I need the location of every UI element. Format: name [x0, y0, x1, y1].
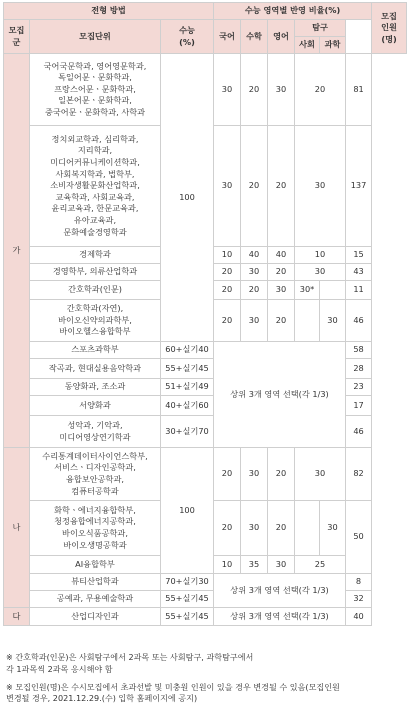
unit-cell: 간호학과(자연), 바이오신약의과학부, 바이오헬스융합학부: [30, 300, 161, 342]
unit-cell: 정치외교학과, 심리학과, 지리학과, 미디어커뮤니케이션학과, 사회복지학과, 법학부, 소비자생활문화산업학과, 교육학과, 사회교육과, 윤리교육과, 한문교육과, 유아교육과, 문화예술경영학과: [30, 126, 161, 247]
unit-cell: 경제학과: [30, 247, 161, 264]
inquiry-cell: 30: [295, 126, 346, 247]
unit-cell: 수리통계데이터사이언스학부, 서비스ㆍ디자인공학과, 융합보안공학과, 컴퓨터공학과: [30, 448, 161, 501]
social-cell-empty: [295, 501, 320, 556]
quota-cell: 8: [346, 574, 372, 591]
quota-cell: 46: [346, 416, 372, 448]
header-reflect-ratio: 수능 영역별 반영 비율(%): [214, 3, 372, 20]
unit-cell: 산업디자인과: [30, 608, 161, 626]
unit-cell: 스포츠과학부: [30, 342, 161, 359]
unit-cell: 성악과, 기악과, 미디어영상연기학과: [30, 416, 161, 448]
quota-cell: 82: [346, 448, 372, 501]
korean-cell: 20: [214, 501, 241, 556]
math-cell: 30: [241, 264, 268, 281]
footnotes: [6, 652, 406, 711]
korean-cell: 20: [214, 300, 241, 342]
quota-cell: 32: [346, 591, 372, 608]
english-cell: 20: [268, 264, 295, 281]
quota-cell: 40: [346, 608, 372, 626]
korean-cell: 30: [214, 126, 241, 247]
unit-cell: 경영학부, 의류산업학과: [30, 264, 161, 281]
science-cell: 30: [320, 501, 346, 556]
inquiry-cell: 20: [295, 54, 346, 126]
suneung-cell: 70+실기30: [161, 574, 214, 591]
unit-cell: 서양화과: [30, 396, 161, 416]
header-math: 수학: [241, 20, 268, 54]
korean-cell: 30: [214, 54, 241, 126]
unit-cell: 공예과, 무용예술학과: [30, 591, 161, 608]
quota-cell: 11: [346, 281, 372, 300]
math-cell: 30: [241, 300, 268, 342]
unit-cell: 간호학과(인문): [30, 281, 161, 300]
quota-cell: 137: [346, 126, 372, 247]
quota-cell: 15: [346, 247, 372, 264]
suneung-cell: 40+실기60: [161, 396, 214, 416]
header-unit: 모집단위: [30, 20, 161, 54]
quota-cell: 23: [346, 379, 372, 396]
top3-selection-cell: 상위 3개 영역 선택(각 1/3): [214, 342, 346, 448]
quota-cell: 46: [346, 300, 372, 342]
quota-cell: 43: [346, 264, 372, 281]
quota-cell: 50: [346, 501, 372, 574]
group-na: 나: [4, 448, 30, 608]
unit-cell: 작곡과, 현대실용음악학과: [30, 359, 161, 379]
english-cell: 20: [268, 300, 295, 342]
english-cell: 30: [268, 281, 295, 300]
korean-cell: 20: [214, 448, 241, 501]
korean-cell: 10: [214, 247, 241, 264]
suneung-cell: 100: [161, 448, 214, 574]
group-ga: 가: [4, 54, 30, 448]
korean-cell: 10: [214, 556, 241, 574]
social-cell-empty: [295, 300, 320, 342]
suneung-cell: 55+실기45: [161, 359, 214, 379]
suneung-cell: 60+실기40: [161, 342, 214, 359]
header-method: 전형 방법: [4, 3, 214, 20]
header-korean: 국어: [214, 20, 241, 54]
english-cell: 40: [268, 247, 295, 264]
unit-cell: AI융합학부: [30, 556, 161, 574]
suneung-cell: 55+실기45: [161, 591, 214, 608]
unit-cell: 뷰티산업학과: [30, 574, 161, 591]
unit-cell: 화학ㆍ에너지융합학부, 청정융합에너지공학과, 바이오식품공학과, 바이오생명공학과: [30, 501, 161, 556]
unit-cell: 동양화과, 조소과: [30, 379, 161, 396]
admission-table: [3, 2, 407, 626]
quota-cell: 28: [346, 359, 372, 379]
science-cell: 30: [320, 300, 346, 342]
english-cell: 20: [268, 501, 295, 556]
english-cell: 20: [268, 126, 295, 247]
math-cell: 30: [241, 448, 268, 501]
math-cell: 40: [241, 247, 268, 264]
group-da: 다: [4, 608, 30, 626]
suneung-cell: 30+실기70: [161, 416, 214, 448]
header-inquiry: 탐구: [295, 20, 346, 37]
math-cell: 20: [241, 54, 268, 126]
footnote-nursing: ※ 간호학과(인문)은 사회탐구에서 2과목 또는 사회탐구, 과학탐구에서 각 1과목씩 2과목 응시해야 함: [6, 652, 254, 674]
top3-selection-cell: 상위 3개 영역 선택(각 1/3): [214, 608, 346, 626]
suneung-cell: 51+실기49: [161, 379, 214, 396]
quota-cell: 81: [346, 54, 372, 126]
english-cell: 20: [268, 448, 295, 501]
english-cell: 30: [268, 556, 295, 574]
quota-cell: 17: [346, 396, 372, 416]
header-suneung: 수능 (%): [161, 20, 214, 54]
korean-cell: 20: [214, 264, 241, 281]
header-english: 영어: [268, 20, 295, 54]
inquiry-cell: 30: [295, 448, 346, 501]
korean-cell: 20: [214, 281, 241, 300]
suneung-cell: 55+실기45: [161, 608, 214, 626]
math-cell: 20: [241, 126, 268, 247]
top3-selection-cell: 상위 3개 영역 선택(각 1/3): [214, 574, 346, 608]
science-cell-empty: [320, 281, 346, 300]
header-group: 모집 군: [4, 20, 30, 54]
inquiry-cell: 25: [295, 556, 346, 574]
footnote-quota-change: ※ 모집인원(명)은 수시모집에서 초과선발 및 미충원 인원이 있을 경우 변경될 수 있음(모집인원 변경될 경우, 2021.12.29.(수) 입학 홈페이지에 공지): [6, 681, 340, 704]
admission-table-page: [0, 2, 409, 713]
header-quota: 모집 인원 (명): [372, 3, 407, 54]
header-social: 사회: [295, 37, 320, 54]
unit-cell: 국어국문학과, 영어영문학과, 독일어문ㆍ문화학과, 프랑스어문ㆍ문화학과, 일본어문ㆍ문화학과, 중국어문ㆍ문화학과, 사학과: [30, 54, 161, 126]
inquiry-cell: 10: [295, 247, 346, 264]
math-cell: 30: [241, 501, 268, 556]
math-cell: 20: [241, 281, 268, 300]
header-science: 과학: [320, 37, 346, 54]
english-cell: 30: [268, 54, 295, 126]
quota-cell: 58: [346, 342, 372, 359]
inquiry-cell: 30: [295, 264, 346, 281]
math-cell: 35: [241, 556, 268, 574]
suneung-cell: 100: [161, 54, 214, 342]
social-cell: 30*: [295, 281, 320, 300]
